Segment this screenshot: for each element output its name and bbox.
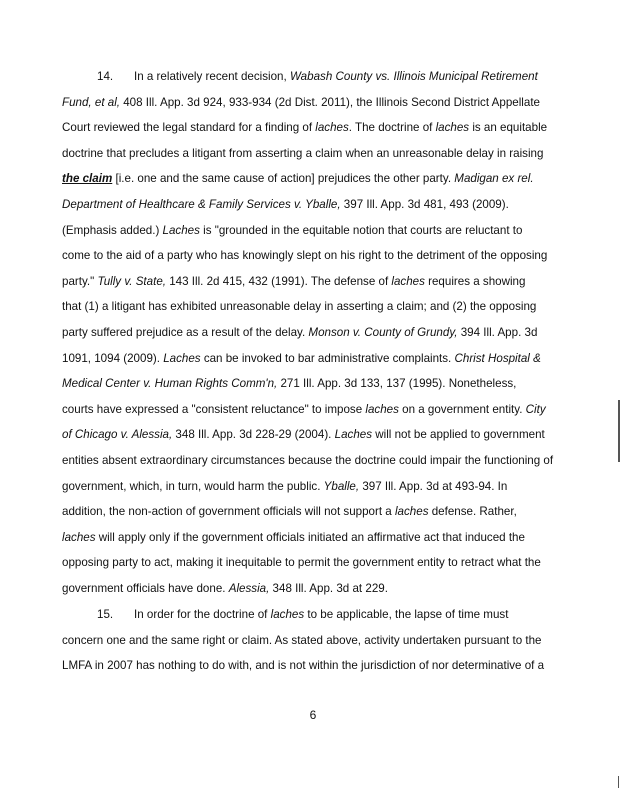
text-run: 394 Ill. App. 3d (457, 326, 538, 339)
text-line (62, 582, 388, 596)
scan-margin-mark (618, 400, 620, 462)
text-run: Yballe, (323, 479, 360, 493)
text-run: party." (62, 274, 98, 288)
text-run: laches (270, 608, 305, 621)
text-run: Monson v. County of Grundy, (308, 326, 458, 339)
text-run: [i.e. one and the same cause of action] prejudices the other party. (112, 172, 455, 186)
text-run: will apply only if the government officials initiated an affirmative act that induced the (95, 530, 525, 544)
text-run: government officials have done. (62, 582, 229, 595)
text-line (62, 172, 534, 186)
text-line (62, 198, 509, 212)
text-run: Department of Healthcare & Family Services v. Yballe, (62, 198, 341, 211)
text-line (97, 70, 538, 84)
text-run: is an equitable (469, 121, 548, 135)
text-run: opposing party to act, making it inequitable to permit the government entity to retract what the (62, 556, 541, 570)
text-line (62, 147, 543, 161)
text-line (62, 480, 507, 494)
text-run: 143 Ill. 2d 415, 432 (1991). The defense of (166, 274, 392, 288)
text-line (62, 659, 544, 673)
text-line (62, 377, 516, 391)
text-run: Tully v. State, (97, 274, 166, 288)
text-run: laches (435, 121, 470, 135)
scan-margin-mark-bottom (618, 776, 619, 788)
text-run: can be invoked to bar administrative complaints. (200, 351, 455, 365)
text-run: Wabash County vs. Illinois Municipal Retirement (289, 70, 538, 83)
text-line (62, 403, 546, 417)
text-run: 348 Ill. App. 3d at 229. (269, 582, 388, 595)
text-run: Laches (334, 428, 373, 442)
text-run: Laches (162, 223, 200, 237)
text-run: 348 Ill. App. 3d 228-29 (2004). (172, 428, 335, 442)
text-line (62, 505, 517, 519)
text-run: is "grounded in the equitable notion that courts are reluctant to (199, 223, 523, 237)
text-run: party suffered prejudice as a result of the delay. (62, 326, 309, 339)
text-run: will not be applied to government (372, 428, 545, 442)
text-run: come to the aid of a party who has knowingly slept on his right to the detriment of the opposing (62, 249, 548, 263)
text-run: (Emphasis added.) (62, 223, 163, 237)
text-line (62, 121, 547, 135)
text-line (62, 428, 545, 442)
text-run: courts have expressed a "consistent reluctance" to impose (62, 402, 366, 416)
text-run: 1091, 1094 (2009). (62, 351, 164, 365)
text-run: the claim (62, 172, 113, 186)
text-run: defense. Rather, (428, 505, 517, 519)
text-run: . The doctrine of (348, 121, 436, 135)
text-run: 397 Ill. App. 3d at 493-94. In (359, 479, 508, 493)
text-line (62, 454, 553, 468)
text-run: Madigan ex rel. (454, 172, 534, 186)
text-run: Fund, et al, (62, 95, 121, 109)
text-line (62, 352, 541, 366)
text-run: laches (394, 505, 429, 519)
text-run: Court reviewed the legal standard for a finding of (62, 121, 316, 135)
text-run: on a government entity. (398, 402, 526, 416)
text-run: 408 Ill. App. 3d 924, 933-934 (2d Dist. 2011), the Illinois Second District Appellate (120, 95, 541, 109)
text-run: In a relatively recent decision, (134, 70, 290, 83)
text-run: 271 Ill. App. 3d 133, 137 (1995). Nonetheless, (277, 377, 517, 391)
text-run: laches (62, 530, 96, 544)
text-run: requires a showing (424, 274, 526, 288)
text-run: Laches (163, 351, 201, 365)
text-run: entities absent extraordinary circumstances because the doctrine could impair the functioning of (62, 454, 554, 467)
text-run: concern one and the same right or claim. As stated above, activity undertaken pursuant to the (62, 633, 542, 647)
text-run: 397 Ill. App. 3d 481, 493 (2009). (340, 198, 509, 211)
paragraph-number: 14. (97, 70, 114, 83)
text-run: laches (315, 121, 349, 135)
text-run: Christ Hospital & (454, 351, 541, 365)
text-line (62, 275, 525, 289)
text-run: In order for the doctrine of (134, 608, 271, 621)
text-line (62, 556, 541, 570)
paragraph-number: 15. (97, 608, 114, 621)
text-line (97, 608, 508, 622)
text-run: laches (365, 402, 399, 416)
text-run: that (1) a litigant has exhibited unreasonable delay in asserting a claim; and (2) the opposing (62, 300, 537, 314)
text-run: addition, the non-action of government officials will not support a (62, 505, 395, 519)
text-line (62, 249, 547, 263)
text-run: government, which, in turn, would harm the public. (62, 479, 324, 493)
text-run: of Chicago v. Alessia, (62, 428, 173, 442)
text-run: LMFA in 2007 has nothing to do with, and is not within the jurisdiction of nor determinative of a (62, 659, 545, 673)
text-run: doctrine that precludes a litigant from asserting a claim when an unreasonable delay in raising (62, 146, 544, 160)
text-line (62, 326, 537, 340)
page-number: 6 (309, 708, 317, 722)
text-line (62, 224, 522, 238)
text-line (62, 531, 525, 545)
text-line (62, 300, 536, 314)
text-run: Medical Center v. Human Rights Comm'n, (62, 377, 278, 391)
text-run: laches (391, 274, 425, 288)
text-run: Alessia, (228, 582, 270, 595)
text-line (62, 634, 542, 648)
text-line (62, 96, 540, 110)
text-run: City (525, 402, 546, 416)
text-run: to be applicable, the lapse of time must (304, 608, 509, 621)
